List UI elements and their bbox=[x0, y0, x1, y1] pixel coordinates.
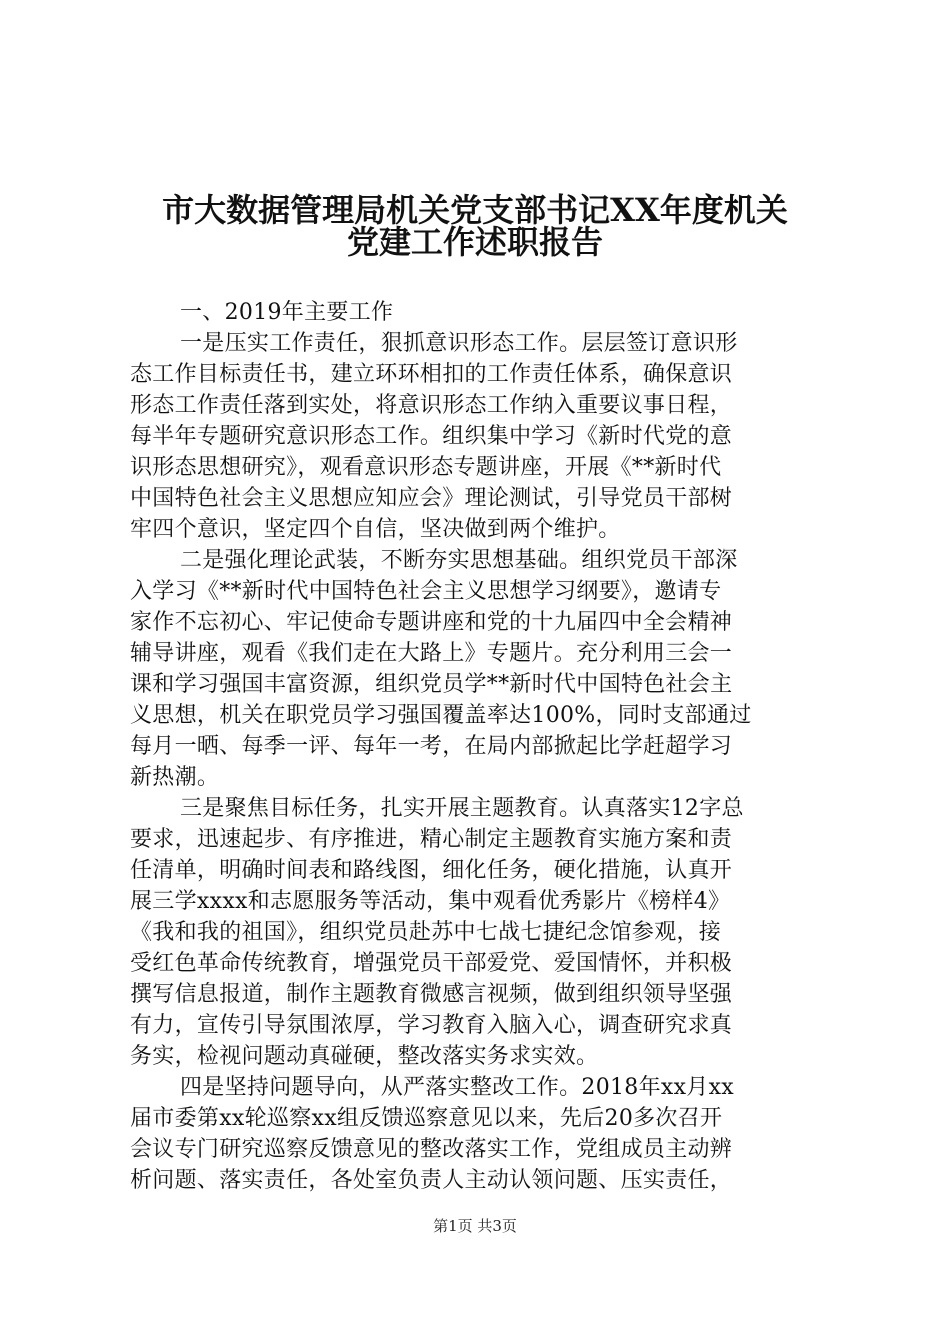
body-text-line: 牢四个意识，坚定四个自信，坚决做到两个维护。 bbox=[130, 517, 621, 542]
page-footer: 第1页 共3页 bbox=[433, 1217, 517, 1235]
body-text-line: 课和学习强国丰富资源，组织党员学**新时代中国特色社会主 bbox=[130, 672, 733, 697]
body-text-line: 务实，检视问题动真碰硬，整改落实务求实效。 bbox=[130, 1044, 599, 1069]
body-text-line: 新热潮。 bbox=[130, 765, 220, 790]
body-text-line: 撰写信息报道，制作主题教育微感言视频，做到组织领导坚强 bbox=[130, 982, 733, 1007]
body-text-line: 四是坚持问题导向，从严落实整改工作。2018年xx月xx bbox=[180, 1075, 735, 1100]
body-text-line: 三是聚焦目标任务，扎实开展主题教育。认真落实12字总 bbox=[180, 796, 744, 821]
body-text-line: 会议专门研究巡察反馈意见的整改落实工作，党组成员主动辨 bbox=[130, 1137, 733, 1162]
body-text-line: 识形态思想研究》，观看意识形态专题讲座，开展《**新时代 bbox=[130, 455, 722, 480]
document-body bbox=[130, 297, 830, 1196]
document-title-line-2: 党建工作述职报告 bbox=[346, 223, 603, 261]
body-text-line: 形态工作责任落到实处，将意识形态工作纳入重要议事日程， bbox=[130, 393, 733, 418]
body-text-line: 受红色革命传统教育，增强党员干部爱党、爱国情怀，并积极 bbox=[130, 951, 733, 976]
body-text-line: 要求，迅速起步、有序推进，精心制定主题教育实施方案和责 bbox=[130, 827, 733, 852]
body-text-line: 入学习《**新时代中国特色社会主义思想学习纲要》，邀请专 bbox=[130, 579, 722, 604]
body-text-line: 一、2019年主要工作 bbox=[180, 300, 394, 325]
body-text-line: 家作不忘初心、牢记使命专题讲座和党的十九届四中全会精神 bbox=[130, 610, 733, 635]
body-text-line: 辅导讲座，观看《我们走在大路上》专题片。充分利用三会一 bbox=[130, 641, 733, 666]
body-text-line: 析问题、落实责任，各处室负责人主动认领问题、压实责任， bbox=[130, 1168, 733, 1193]
body-text-line: 每半年专题研究意识形态工作。组织集中学习《新时代党的意 bbox=[130, 424, 733, 449]
body-text-line: 义思想，机关在职党员学习强国覆盖率达100%，同时支部通过 bbox=[130, 703, 752, 728]
body-text-line: 态工作目标责任书，建立环环相扣的工作责任体系，确保意识 bbox=[130, 362, 733, 387]
body-text-line: 每月一晒、每季一评、每年一考，在局内部掀起比学赶超学习 bbox=[130, 734, 733, 759]
body-text-line: 展三学xxxx和志愿服务等活动，集中观看优秀影片《榜样4》 bbox=[130, 889, 731, 914]
body-text-line: 一是压实工作责任，狠抓意识形态工作。层层签订意识形 bbox=[180, 331, 738, 356]
body-text-line: 任清单，明确时间表和路线图，细化任务，硬化措施，认真开 bbox=[130, 858, 733, 883]
body-text-line: 中国特色社会主义思想应知应会》理论测试，引导党员干部树 bbox=[130, 486, 733, 511]
document-title-line-1: 市大数据管理局机关党支部书记XX年度机关 bbox=[162, 191, 788, 229]
body-text-line: 《我和我的祖国》，组织党员赴苏中七战七捷纪念馆参观，接 bbox=[130, 920, 722, 945]
body-text-line: 有力，宣传引导氛围浓厚，学习教育入脑入心，调查研究求真 bbox=[130, 1013, 733, 1038]
body-text-line: 届市委第xx轮巡察xx组反馈巡察意见以来，先后20多次召开 bbox=[130, 1106, 723, 1131]
body-text-line: 二是强化理论武装，不断夯实思想基础。组织党员干部深 bbox=[180, 548, 738, 573]
